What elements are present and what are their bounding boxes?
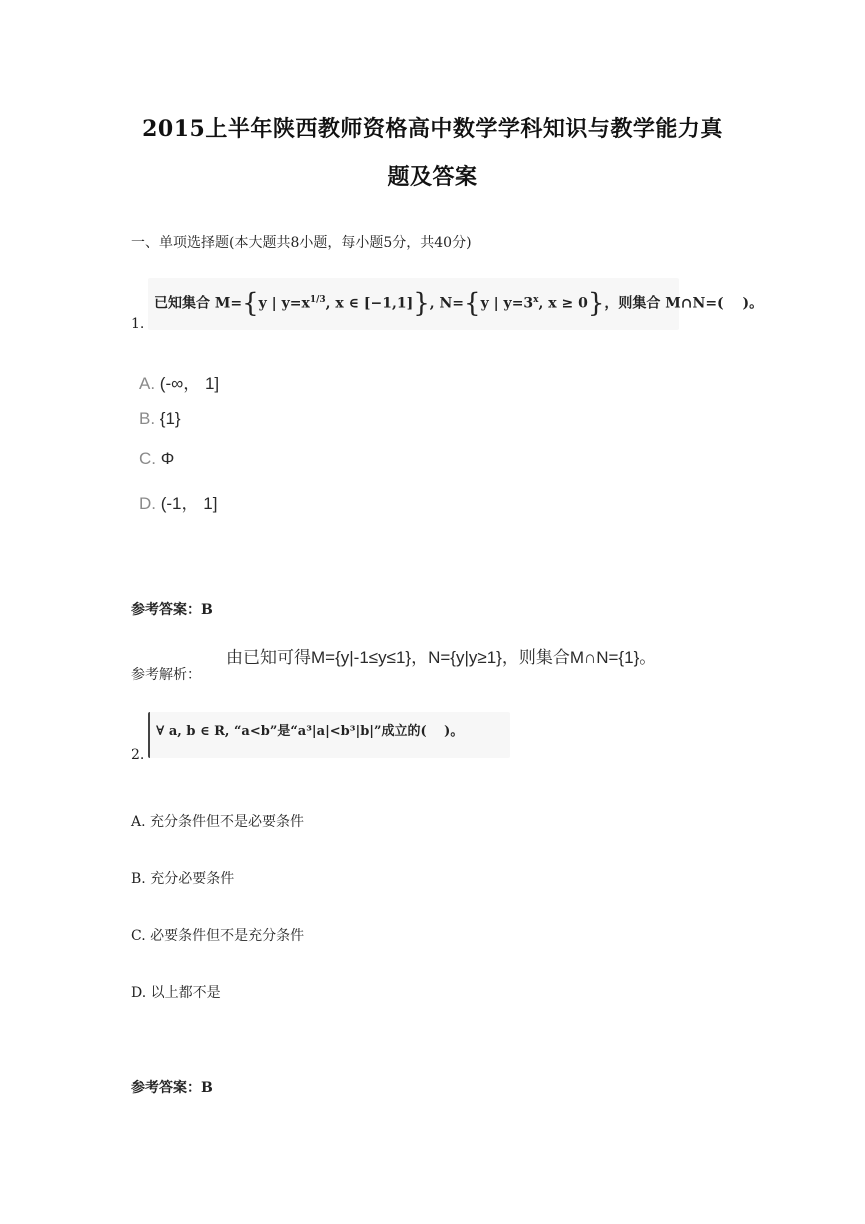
question-1-stem-image: 已知集合 M={y | $y=x^{1/3}$, x ∈ [−1,1]}, N={y | $y=3^x$, x ≥ 0}，则集合 M∩N=( )。 xyxy=(148,278,679,330)
question-2-number: 2. xyxy=(131,747,145,763)
question-2-option-a: A. 充分条件但不是必要条件 xyxy=(131,814,305,830)
question-2-option-b: B. 充分必要条件 xyxy=(131,871,235,887)
question-1-option-a: A. (-∞， 1] xyxy=(139,374,220,393)
question-1-number: 1. xyxy=(131,316,145,332)
section-heading: 一、单项选择题(本大题共8小题，每小题5分，共40分) xyxy=(131,235,472,251)
question-1-answer: 参考答案：B xyxy=(131,602,213,618)
question-2-answer: 参考答案：B xyxy=(131,1080,213,1096)
question-1-analysis-label: 参考解析： xyxy=(131,667,201,683)
question-2-option-c: C. 必要条件但不是充分条件 xyxy=(131,928,305,944)
question-2-stem-image: ∀ a, b ∈ R, “a<b”是“a³|a|<b³|b|”成立的( )。 xyxy=(148,712,510,758)
question-1-option-b: B. {1} xyxy=(139,409,181,428)
question-2-option-d: D. 以上都不是 xyxy=(131,985,221,1001)
document-title-line1: 2015上半年陕西教师资格高中数学学科知识与教学能力真 xyxy=(142,116,723,142)
question-1-option-d: D. (-1， 1] xyxy=(139,494,218,513)
document-title-line2: 题及答案 xyxy=(387,164,478,190)
question-1-analysis-text: 由已知可得M={y|-1≤y≤1}，N={y|y≥1}，则集合M∩N={1}。 xyxy=(226,648,657,667)
question-1-option-c: C. Φ xyxy=(139,449,175,468)
